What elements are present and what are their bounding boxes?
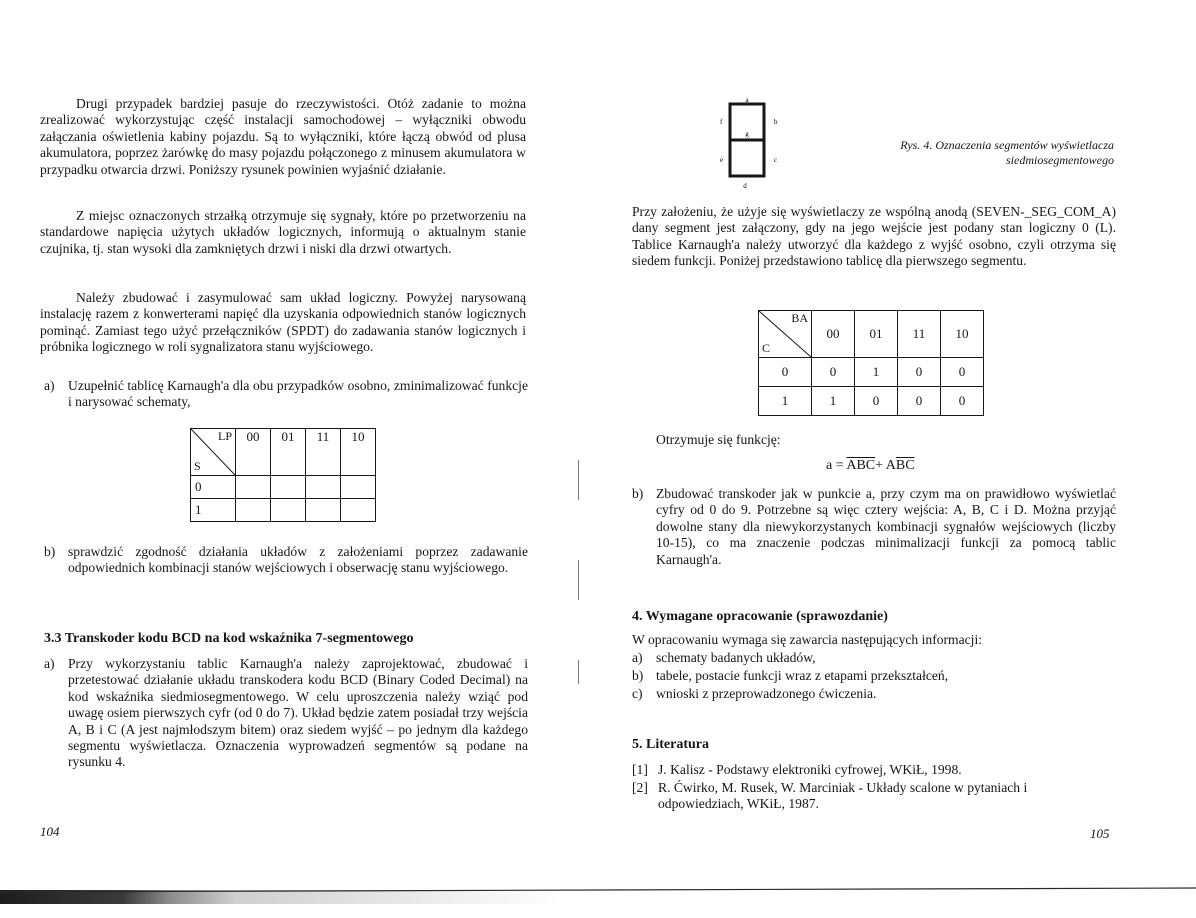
list-item-text: schematy badanych układów, xyxy=(656,650,816,665)
segment-label-e: e xyxy=(720,156,724,164)
kmap-col-header: 00 xyxy=(236,429,271,476)
segment-label-a: a xyxy=(745,96,749,104)
figure-caption xyxy=(812,138,1114,168)
figure-caption-line-2: siedmiosegmentowego xyxy=(1006,153,1114,167)
segment-label-b: b xyxy=(774,118,778,126)
section-4-intro: W opracowaniu wymaga się zawarcia następujących informacji: xyxy=(632,632,983,647)
kmap-cell xyxy=(236,476,271,499)
reference-item-2 xyxy=(632,780,1102,814)
page-number-right: 105 xyxy=(1090,826,1110,841)
kmap-col-header: 00 xyxy=(812,311,855,358)
gutter-mark xyxy=(578,460,579,500)
reference-text: J. Kalisz - Podstawy elektroniki cyfrowej, WKiŁ, 1998. xyxy=(658,762,962,777)
kmap-col-header: 10 xyxy=(941,311,984,358)
list-item-text: Przy wykorzystaniu tablic Karnaugh'a należy zaprojektować, zbudować i przetestować działanie układu transkodera kodu BCD (Binary Coded Decimal) na kod wskaźnika siedmiosegmentowego. W celu uproszczenia należy wziąć pod uwagę osiem pierwszych cyfr (od 0 do 7). Układ będzie zatem posiadał trzy wejścia A, B i C (A jest najmłodszym bitem) oraz siedem wyjść – po jednym dla każdego segmentu wyświetlacza. Oznaczenia wyprowadzeń segmentów są podane na rysunku 4. xyxy=(68,656,528,770)
kmap-col-header: 11 xyxy=(898,311,941,358)
list-marker: b) xyxy=(632,486,644,501)
list-marker: c) xyxy=(632,686,643,701)
scan-edge-artifact xyxy=(0,886,1196,912)
gutter-mark xyxy=(578,560,579,600)
right-page xyxy=(632,0,1122,918)
kmap-col-header: 01 xyxy=(271,429,306,476)
kmap-cell xyxy=(306,476,341,499)
reference-marker: [2] xyxy=(632,780,648,795)
segment-lower-frame xyxy=(730,140,764,176)
right-paragraph-1: Przy założeniu, że użyje się wyświetlaczy ze wspólną anodą (SEVEN-_SEG_COM_A) dany segment jest załączony, gdy na jego wejście jest podany stan logiczny 0 (L). Tablice Karnaugh'a należy utworzyć dla każdego z wyjść osobno, czyli otrzyma się siedem funkcji. Poniżej przedstawiono tablicę dla pierwszego segmentu. xyxy=(632,204,1116,269)
page-number-left: 104 xyxy=(40,824,60,839)
left-list-item-a2 xyxy=(44,656,528,776)
kmap-cell xyxy=(341,476,376,499)
formula-term-2: $\overline{BC}$ xyxy=(895,458,915,473)
section-4-item-a xyxy=(632,650,1116,667)
section-heading-3-3: 3.3 Transkoder kodu BCD na kod wskaźnika 7-segmentowego xyxy=(44,631,414,646)
segment-label-d: d xyxy=(743,182,747,190)
segment-label-f: f xyxy=(720,118,723,126)
karnaugh-map-lp-s xyxy=(190,428,376,522)
list-marker: a) xyxy=(632,650,643,665)
section-heading-4: 4. Wymagane opracowanie (sprawozdanie) xyxy=(632,609,888,624)
boolean-formula xyxy=(826,458,915,474)
kmap-cell: 1 xyxy=(855,358,898,387)
formula-term-1: $\overline{ABC}$ xyxy=(846,458,876,473)
kmap-corner-top: LP xyxy=(217,429,232,443)
list-marker: a) xyxy=(44,378,55,393)
segment-label-g: g xyxy=(745,130,749,138)
kmap-cell: 0 xyxy=(855,387,898,416)
left-paragraph-2: Z miejsc oznaczonych strzałką otrzymuje się sygnały, które po przetworzeniu na standardowe napięcia użytych układów logicznych, informują o aktualnym stanie czujnika, tj. stan wysoki dla zamkniętych drzwi i niski dla drzwi otwartych. xyxy=(40,208,526,256)
kmap-corner-bottom: C xyxy=(762,341,771,355)
kmap-row-header: 1 xyxy=(191,499,236,522)
list-marker: b) xyxy=(44,544,56,559)
reference-item-1 xyxy=(632,762,1102,779)
list-item-text: tabele, postacie funkcji wraz z etapami przekształceń, xyxy=(656,668,949,683)
kmap-corner-top: BA xyxy=(791,311,808,325)
kmap-row-header: 1 xyxy=(759,387,812,416)
list-marker: a) xyxy=(44,656,55,671)
kmap-cell xyxy=(271,499,306,522)
left-list-item-b xyxy=(44,544,528,596)
right-list-item-b xyxy=(632,486,1116,570)
kmap-cell xyxy=(271,476,306,499)
left-list-item-a xyxy=(44,378,528,414)
karnaugh-map-ba-c xyxy=(758,310,984,416)
kmap-cell: 0 xyxy=(898,387,941,416)
figure-caption-line-1: Rys. 4. Oznaczenia segmentów wyświetlacza xyxy=(900,138,1114,152)
kmap-cell xyxy=(341,499,376,522)
list-item-text: wnioski z przeprowadzonego ćwiczenia. xyxy=(656,686,877,701)
kmap-cell: 1 xyxy=(812,387,855,416)
section-heading-5: 5. Literatura xyxy=(632,737,709,752)
kmap-corner-bottom: S xyxy=(194,459,201,473)
list-item-text: sprawdzić zgodność działania układów z założeniami poprzez zadawanie odpowiednich kombinacji stanów wejściowych i obserwację stanu wyjściowego. xyxy=(68,544,528,576)
reference-text: R. Ćwirko, M. Rusek, W. Marciniak - Układy scalone w pytaniach i odpowiedziach, WKiŁ, 1987. xyxy=(658,780,1028,812)
left-paragraph-3: Należy zbudować i zasymulować sam układ logiczny. Powyżej narysowaną instalację razem z konwerterami napięć dla uzyskania odpowiednich stanów logicznych pominąć. Zamiast tego użyć przełączników (SPDT) do zadawania stanów logicznych i próbnika logicznego w roli sygnalizatora stanu wyjściowego. xyxy=(40,290,526,355)
gutter-mark xyxy=(578,660,579,684)
kmap-row-header: 0 xyxy=(759,358,812,387)
kmap-row-header: 0 xyxy=(191,476,236,499)
result-text: Otrzymuje się funkcję: xyxy=(656,432,781,447)
section-4-item-b xyxy=(632,668,1116,685)
kmap-cell xyxy=(306,499,341,522)
reference-marker: [1] xyxy=(632,762,648,777)
left-page xyxy=(40,0,530,918)
kmap-col-header: 01 xyxy=(855,311,898,358)
kmap-cell: 0 xyxy=(941,387,984,416)
formula-plus: + A xyxy=(875,458,896,473)
formula-lhs: a = xyxy=(826,458,847,473)
kmap-cell: 0 xyxy=(812,358,855,387)
left-paragraph-1: Drugi przypadek bardziej pasuje do rzeczywistości. Otóż zadanie to można zrealizować wykorzystując część instalacji samochodowej – wyłączniki obwodu załączania oświetlenia kabiny pojazdu. Są to wyłączniki, które łączą obwód od plusa akumulatora, poprzez żarówkę do masy pojazdu połączonego z minusem akumulatora w przypadku otwarcia drzwi. Poniższy rysunek powinien wyjaśnić działanie. xyxy=(40,96,526,177)
kmap-col-header: 10 xyxy=(341,429,376,476)
segment-label-c: c xyxy=(774,156,778,164)
kmap-corner xyxy=(191,429,236,476)
list-marker: b) xyxy=(632,668,644,683)
kmap-col-header: 11 xyxy=(306,429,341,476)
list-item-text: Uzupełnić tablicę Karnaugh'a dla obu przypadków osobno, zminimalizować funkcje i narysować schematy, xyxy=(68,378,528,410)
kmap-cell xyxy=(236,499,271,522)
kmap-cell: 0 xyxy=(898,358,941,387)
kmap-corner xyxy=(759,311,812,358)
seven-segment-display-figure xyxy=(716,96,786,200)
list-item-text: Zbudować transkoder jak w punkcie a, przy czym ma on prawidłowo wyświetlać cyfry od 0 do 9. Potrzebne są więc cztery wejścia: A, B, C i D. Można przyjąć dowolne stany dla niewykorzystanych kombinacji sygnałów wejściowych (liczby 10-15), co ma znaczenie podczas minimalizacji funkcji za pomocą tablic Karnaugh'a. xyxy=(656,486,1116,567)
section-4-item-c xyxy=(632,686,1116,703)
kmap-cell: 0 xyxy=(941,358,984,387)
